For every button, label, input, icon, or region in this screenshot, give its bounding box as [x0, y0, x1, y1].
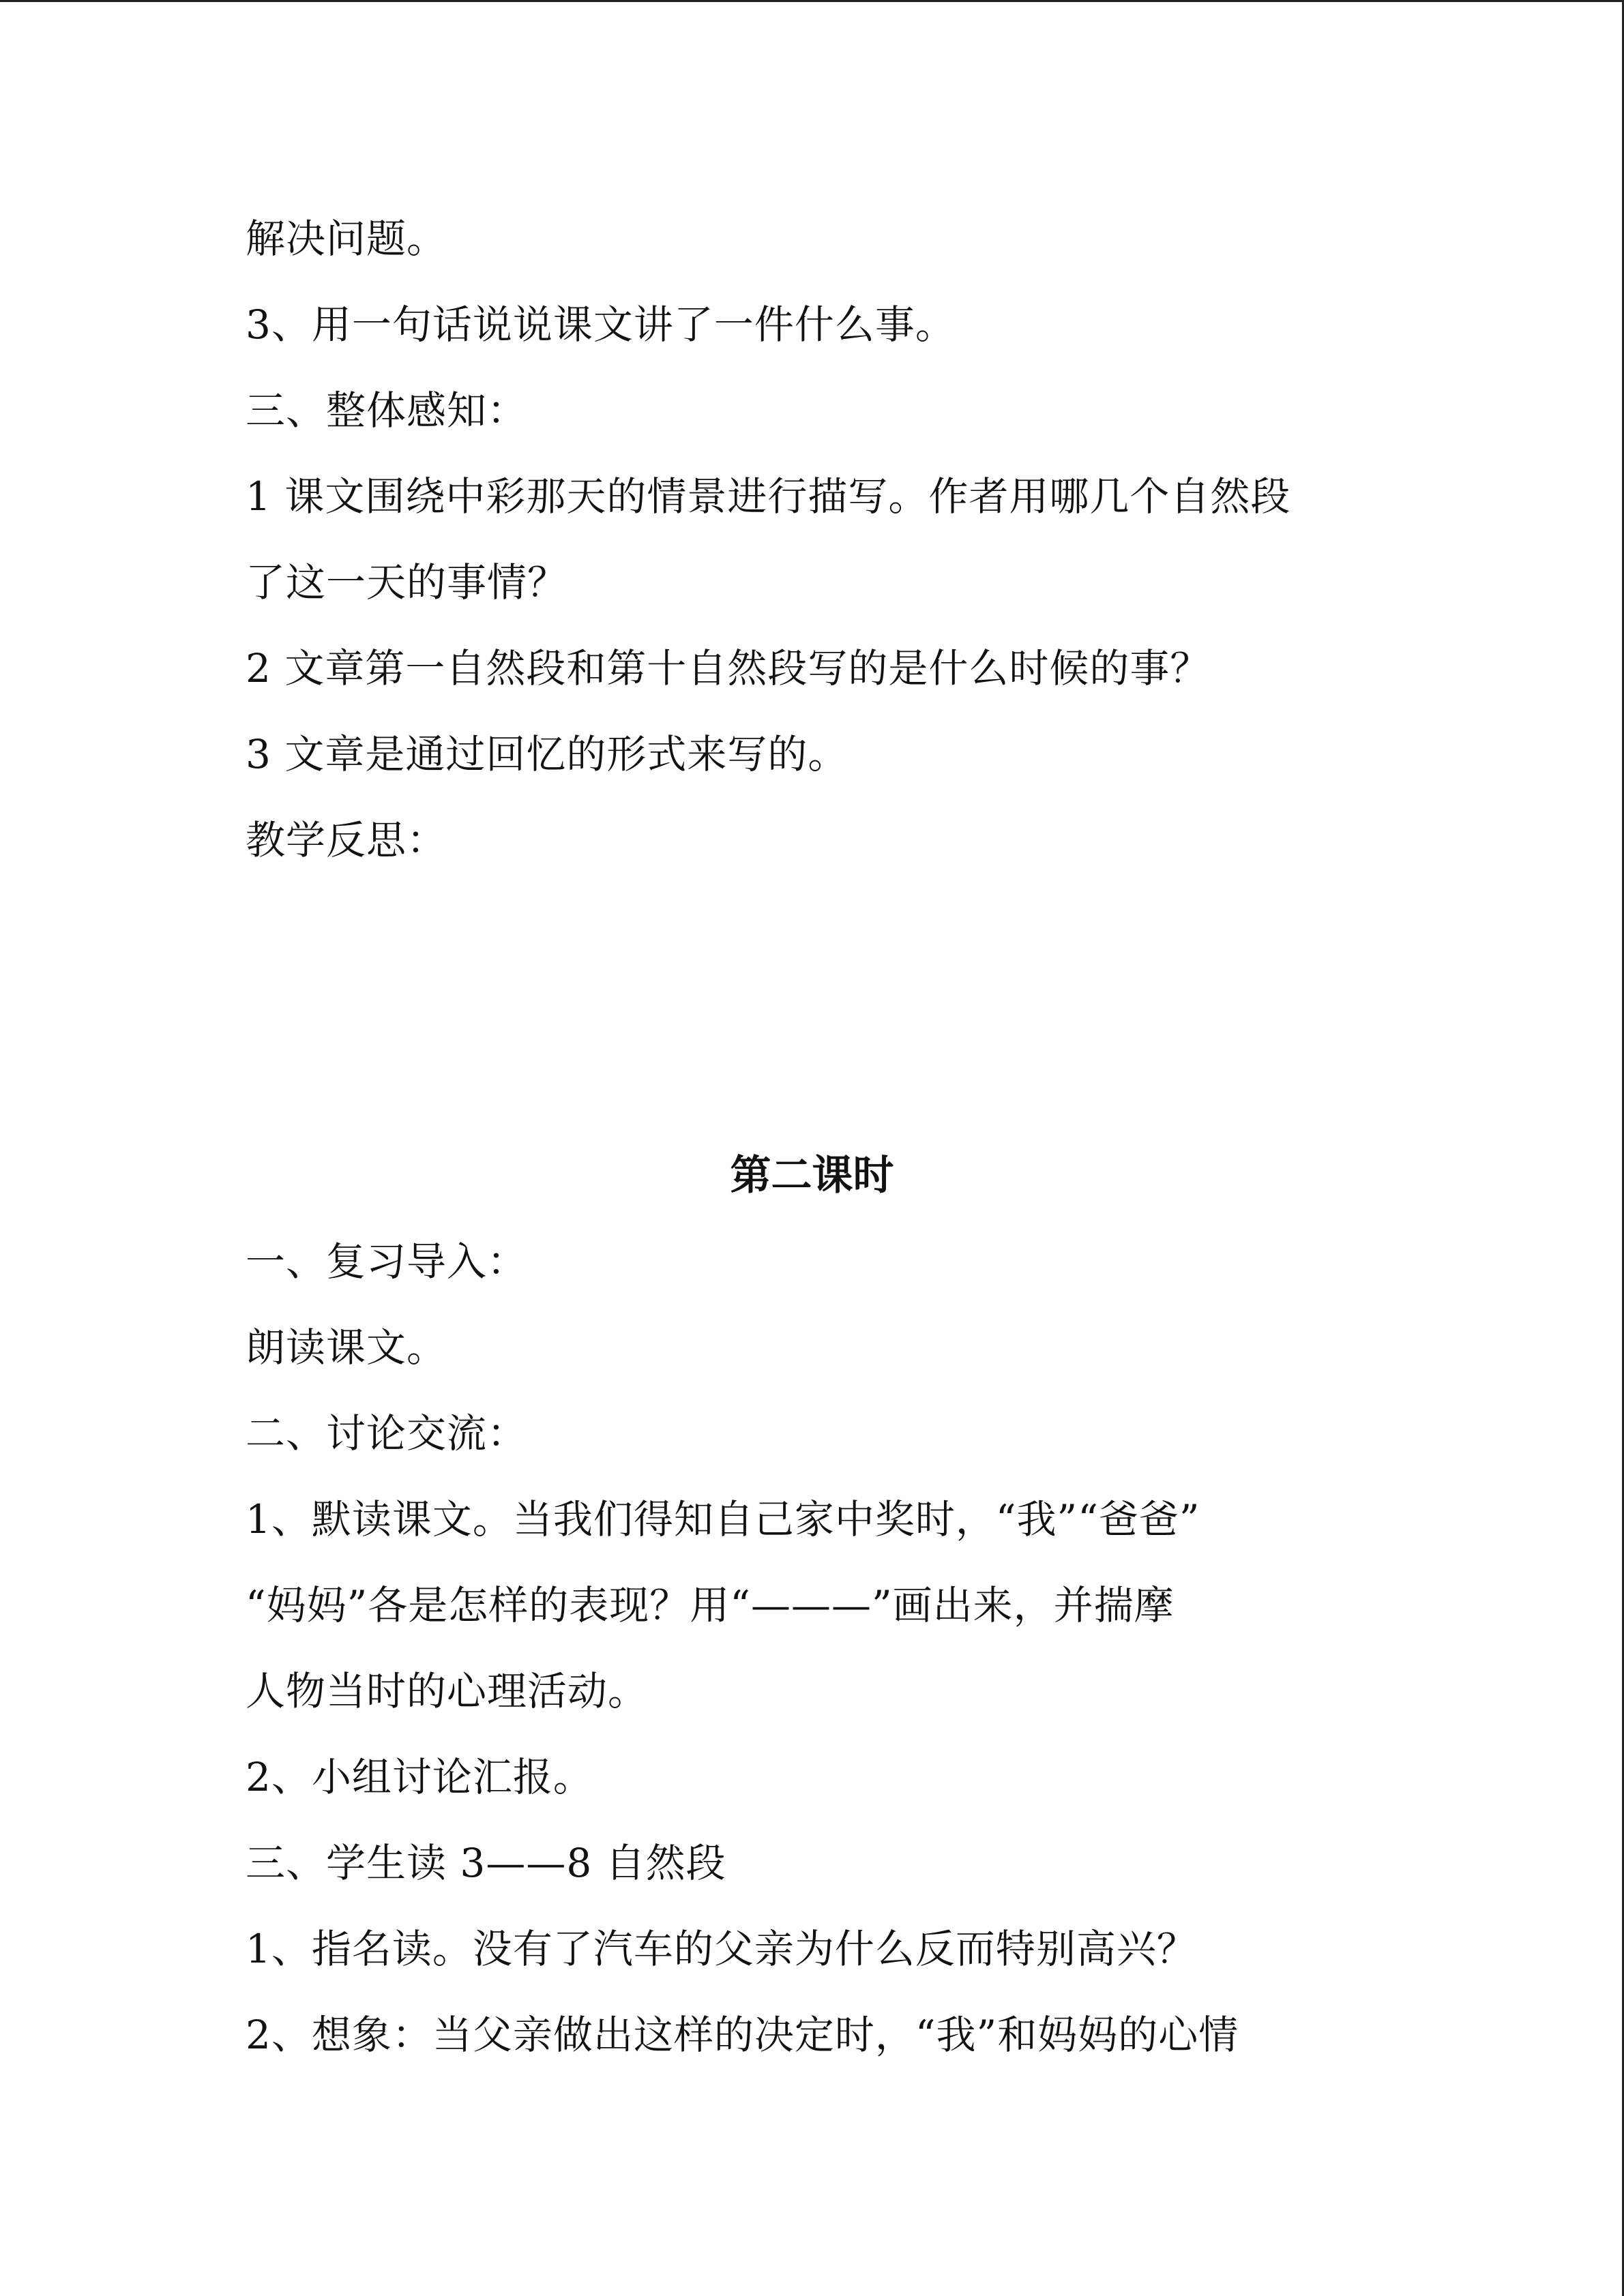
text-line: 人物当时的心理活动。: [246, 1668, 649, 1714]
text-line: 了这一天的事情？: [246, 559, 568, 606]
text-line: 3 文章是通过回忆的形式来写的。: [246, 731, 848, 777]
text-line: 一、复习导入：: [246, 1238, 528, 1285]
text-line: 教学反思：: [246, 817, 447, 863]
text-line: 2 文章第一自然段和第十自然段写的是什么时候的事？: [246, 645, 1211, 691]
text-line: 2、小组讨论汇报。: [246, 1754, 593, 1800]
section-title: 第二课时: [730, 1152, 894, 1199]
text-line: 朗读课文。: [246, 1324, 447, 1371]
text-line: “妈妈”各是怎样的表现？用“———”画出来，并揣摩: [246, 1582, 1175, 1628]
text-line: 1 课文围绕中彩那天的情景进行描写。作者用哪几个自然段: [246, 473, 1291, 520]
text-line: 1、指名读。没有了汽车的父亲为什么反而特别高兴？: [246, 1926, 1197, 1972]
text-line: 解决问题。: [246, 215, 447, 262]
text-line: 1、默读课文。当我们得知自己家中奖时，“我”“爸爸”: [246, 1496, 1200, 1542]
text-line: 三、整体感知：: [246, 387, 528, 434]
text-line: 三、学生读 3——8 自然段: [246, 1840, 726, 1886]
text-line: 2、想象：当父亲做出这样的决定时，“我”和妈妈的心情: [246, 2012, 1239, 2058]
top-border: [0, 0, 1624, 2]
text-line: 二、讨论交流：: [246, 1410, 528, 1457]
text-line: 3、用一句话说说课文讲了一件什么事。: [246, 301, 956, 348]
